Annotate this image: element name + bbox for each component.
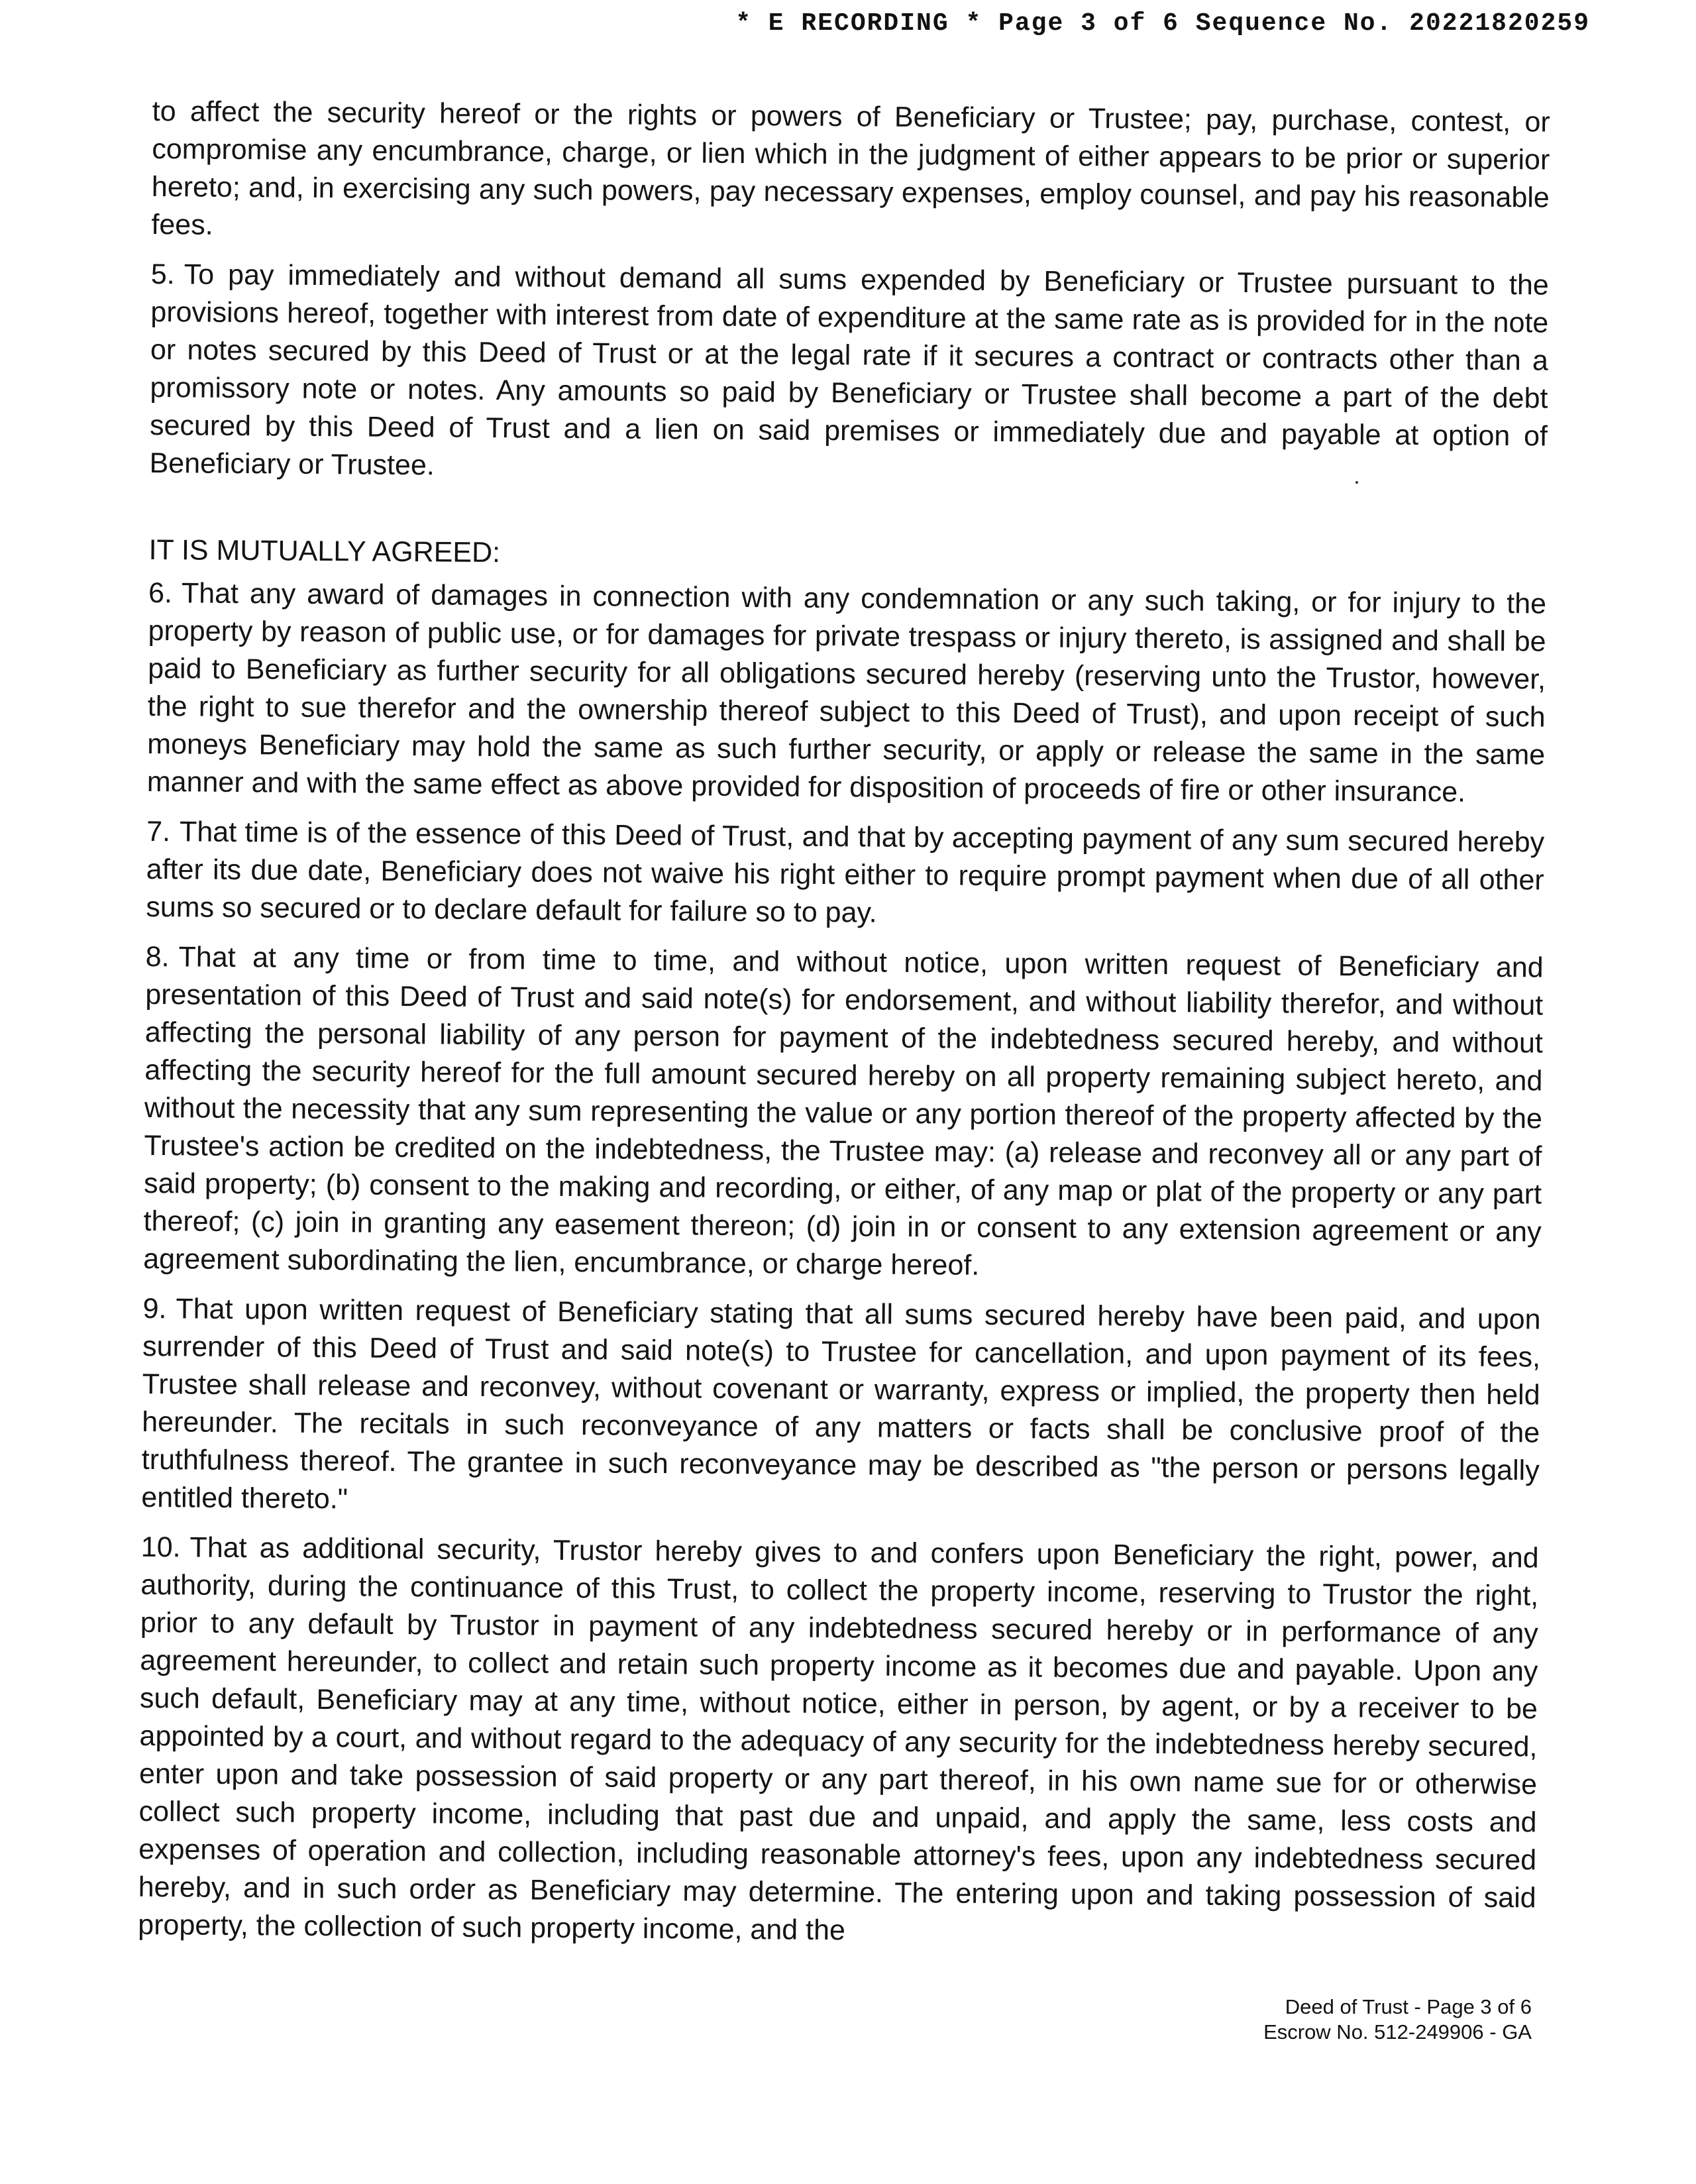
section-8-number: 8. — [145, 940, 170, 973]
document-body — [138, 93, 1550, 1967]
section-10-number: 10. — [140, 1531, 181, 1564]
section-8-text: That at any time or from time to time, and without notice, upon written request of Beneficiary and presentation of this Deed of Trust and said note(s) for endorsement, and without liability therefor, and without affecting the personal liability of any person for payment of the indebtedness secured hereby, and without affecting the security hereof for the full amount secured hereby on all property remaining subject hereto, and without the necessity that any sum representing the value or any portion thereof of the property affected by the Trustee's action be credited on the indebtedness, the Trustee may: (a) release and reconvey all or any part of said property; (b) consent to the making and recording, or either, of any map or plat of the property or any part thereof; (c) join in granting any easement thereon; (d) join in or consent to any extension agreement or any agreement subordinating the lien, encumbrance, or charge hereof. — [142, 941, 1544, 1282]
section-10-text: That as additional security, Trustor hereby gives to and confers upon Beneficiary the right, power, and authority, during the continuance of this Trust, to collect the property income, reserving to Trustor the right, prior to any default by Trustor in payment of any indebtedness secured hereby or in performance of any agreement hereunder, to collect and retain such property income as it becomes due and payable. Upon any such default, Beneficiary may at any time, without notice, either in person, by agent, or by a receiver to be appointed by a court, and without regard to the adequacy of any security for the indebtedness hereby secured, enter upon and take possession of said property or any part thereof, in his own name sue for or otherwise collect such property income, including that past due and unpaid, and apply the same, less costs and expenses of operation and collection, including reasonable attorney's fees, upon any indebtedness secured hereby, and in such order as Beneficiary may determine. The entering upon and taking possession of said property, the collection of such property income, and the — [138, 1531, 1539, 1947]
section-6-text: That any award of damages in connection with any condemnation or any such taking, or for injury to the property by reason of public use, or for damages for private trespass or injury thereto, is assigned and shall be paid to Beneficiary as further security for all obligations secured hereby (reserving unto the Trustor, however, the right to sue therefor and the ownership thereof subject to this Deed of Trust), and upon receipt of such moneys Beneficiary may hold the same as such further security, or apply or release the same in the same manner and with the same effect as above provided for disposition of proceeds of fire or other insurance. — [146, 577, 1547, 808]
intro-continuation-paragraph — [151, 93, 1550, 255]
section-10-paragraph — [138, 1529, 1539, 1955]
section-5-text: To pay immediately and without demand all sums expended by Beneficiary or Trustee pursuant to the provisions hereof, together with interest from date of expenditure at the same rate as is provided for in the note or notes secured by this Deed of Trust or at the legal rate if it secures a contract or contracts other than a promissory note or notes. Any amounts so paid by Beneficiary or Trustee shall become a part of the debt secured by this Deed of Trust and a lien on said premises or immediately due and payable at option of Beneficiary or Trustee. — [149, 258, 1549, 482]
section-9-paragraph — [141, 1290, 1541, 1528]
section-6-number: 6. — [148, 576, 173, 610]
section-6-paragraph — [147, 574, 1547, 812]
mutually-agreed-heading: IT IS MUTUALLY AGREED: — [148, 533, 501, 569]
recording-header: * E RECORDING * Page 3 of 6 Sequence No. 20221820259 — [735, 9, 1590, 38]
section-7-paragraph — [146, 813, 1544, 938]
footer-doc-page: Deed of Trust - Page 3 of 6 — [1285, 1995, 1532, 2018]
section-5-paragraph — [149, 256, 1549, 494]
section-7-text: That time is of the essence of this Deed of Trust, and that by accepting payment of any sum secured hereby after its due date, Beneficiary does not waive his right either to require prompt payment when due of all other sums so secured or to declare default for failure so to pay. — [146, 816, 1545, 929]
page-footer — [1263, 1994, 1532, 2045]
footer-escrow-number: Escrow No. 512-249906 - GA — [1263, 2020, 1532, 2044]
section-7-number: 7. — [146, 815, 171, 848]
intro-continuation-text: to affect the security hereof or the rights or powers of Beneficiary or Trustee; pay, purchase, contest, or compromise any encumbrance, charge, or lien which in the judgment of either appears to be prior or superior hereto; and, in exercising any such powers, pay necessary expenses, employ counsel, and pay his reasonable fees. — [151, 95, 1550, 241]
section-9-number: 9. — [142, 1292, 167, 1325]
section-8-paragraph — [143, 938, 1544, 1289]
section-5-number: 5. — [150, 258, 175, 291]
section-9-text: That upon written request of Beneficiary stating that all sums secured hereby have been paid, and upon surrender of this Deed of Trust and said note(s) to Trustee for cancellation, and upon payment of its fees, Trustee shall release and reconvey, without covenant or warranty, express or implied, the property then held hereunder. The recitals in such reconveyance of any matters or facts shall be conclusive proof of the truthfulness thereof. The grantee in such reconveyance may be described as "the person or persons legally entitled thereto." — [141, 1293, 1541, 1515]
